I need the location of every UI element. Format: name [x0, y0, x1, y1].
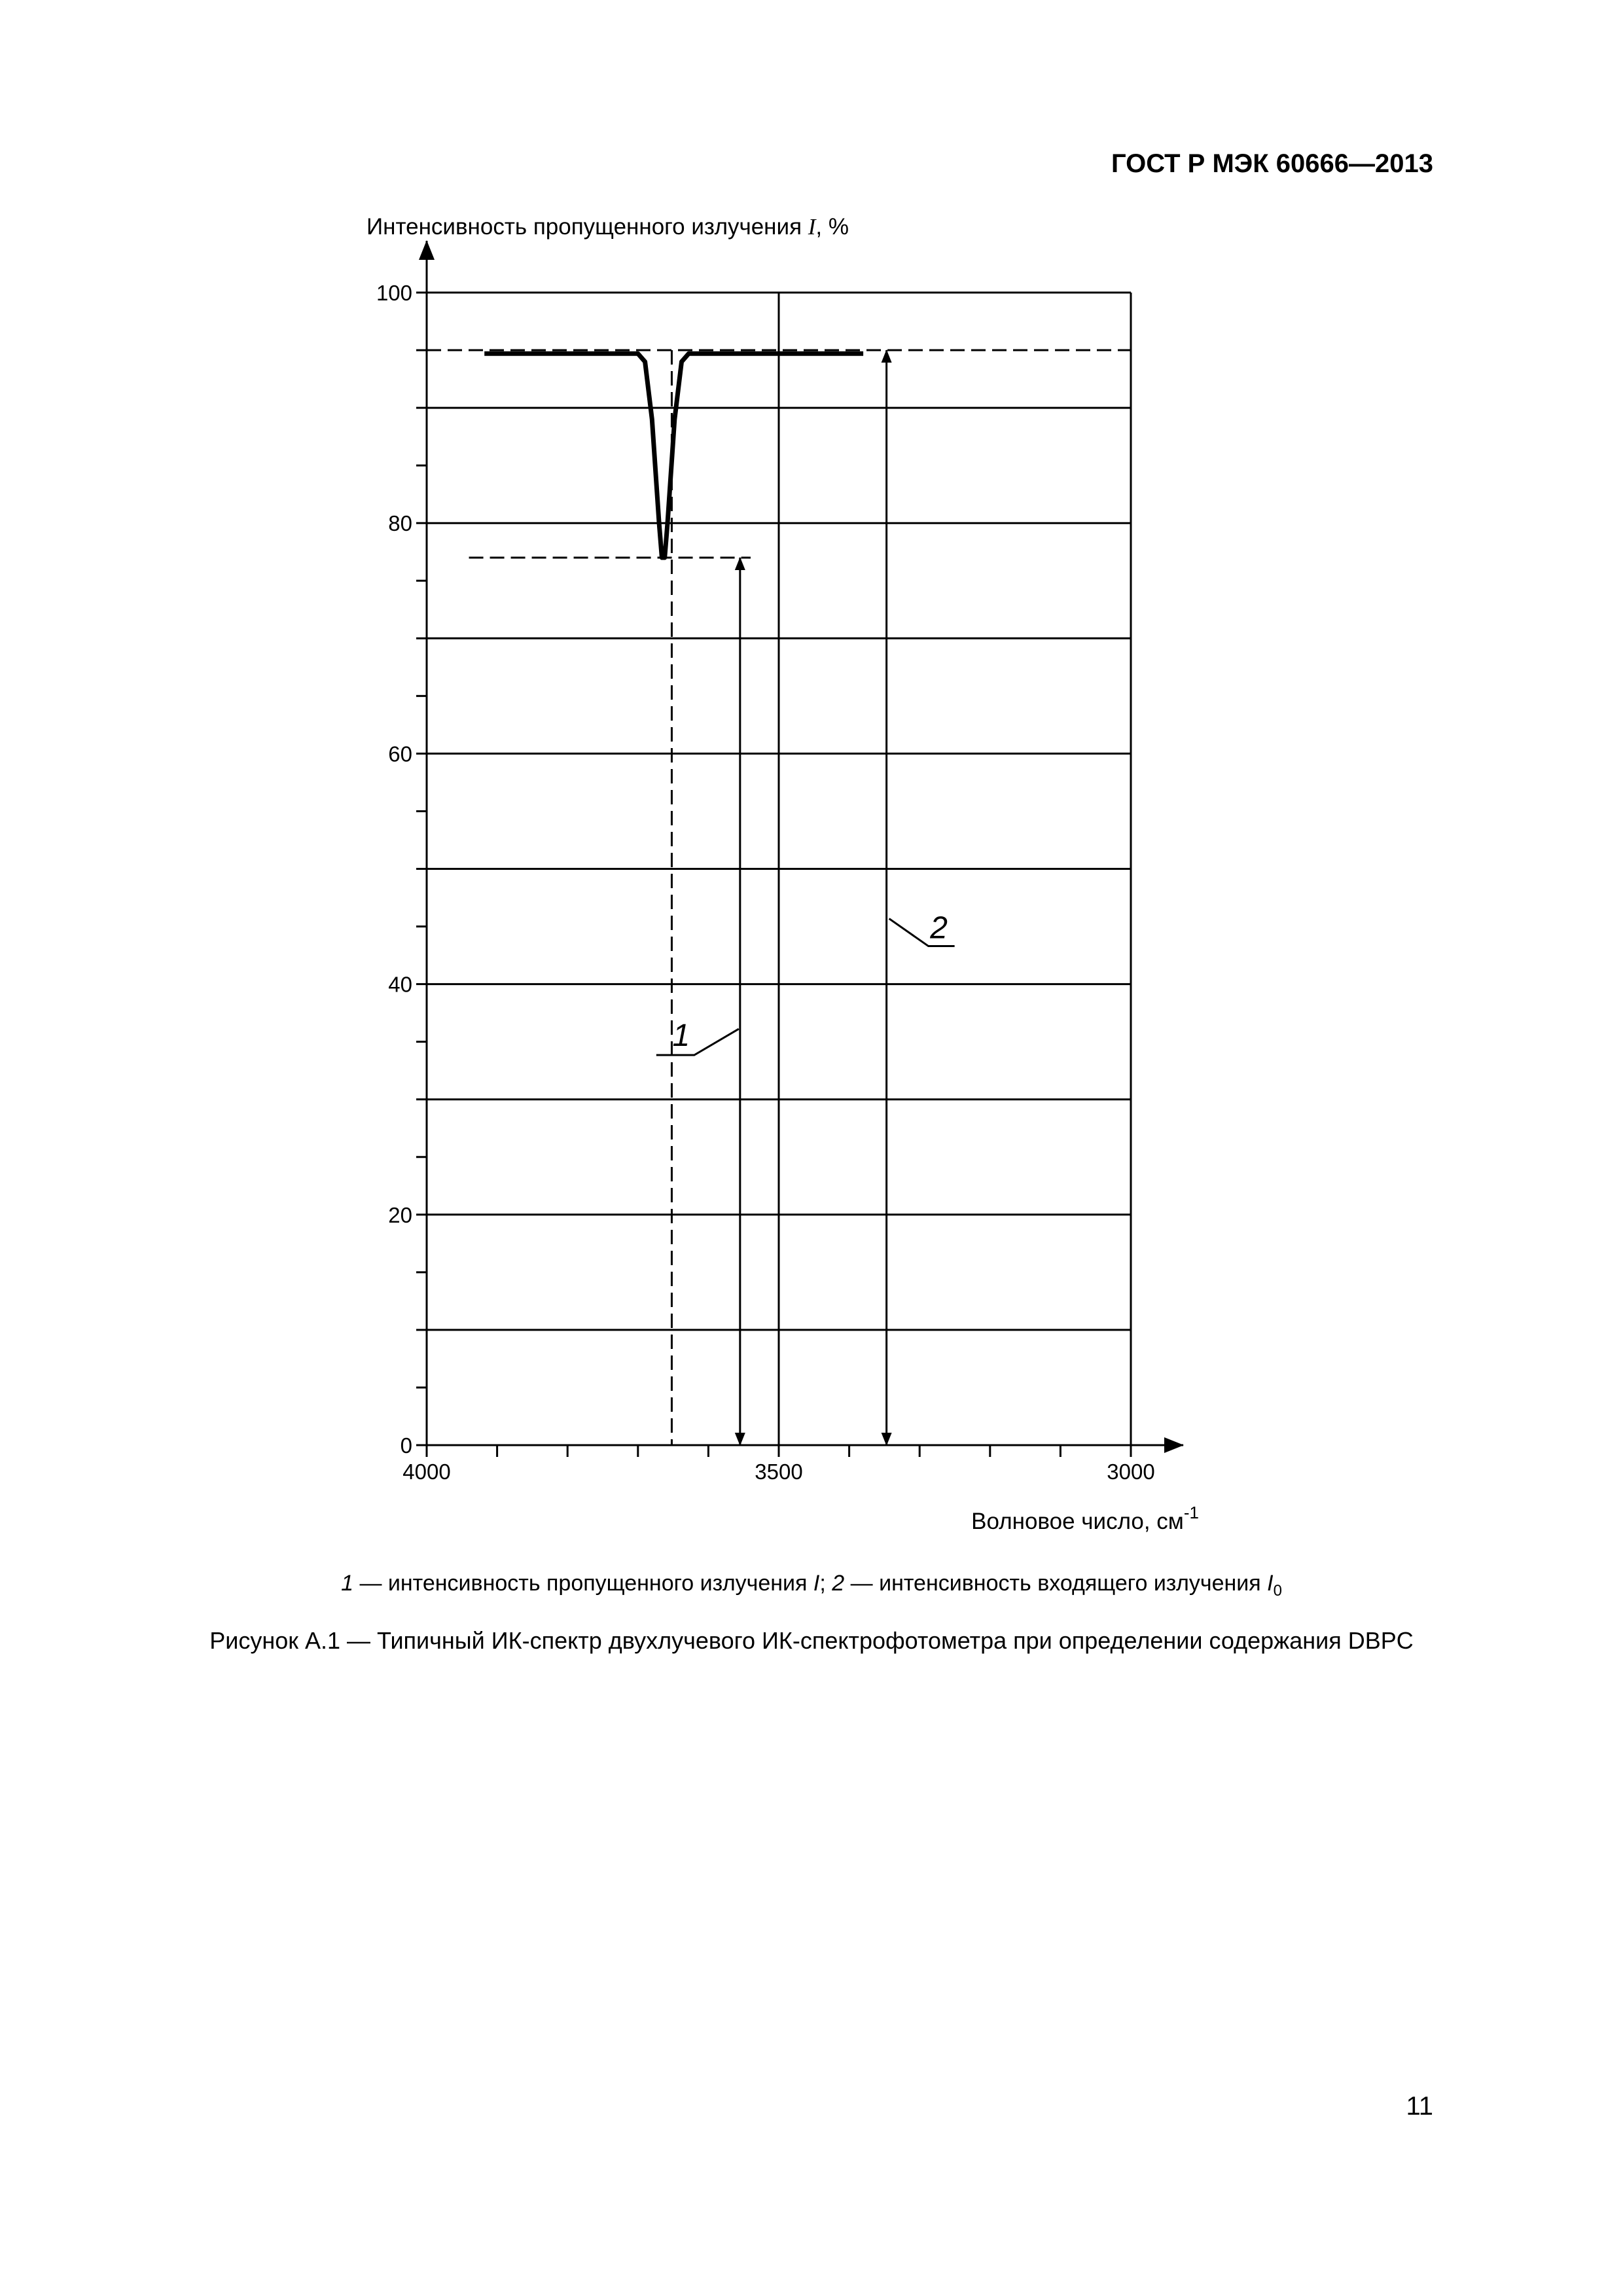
annotation-1-label: 1	[672, 1018, 690, 1054]
spectrum-line	[484, 353, 863, 558]
figure-legend	[0, 1571, 1623, 1600]
legend-2-symbol: I	[1267, 1571, 1274, 1596]
legend-2-number: 2	[832, 1571, 845, 1596]
page-number: 11	[1406, 2092, 1433, 2121]
annotations	[656, 350, 955, 1445]
legend-2-subscript: 0	[1273, 1581, 1282, 1600]
standard-designation: ГОСТ Р МЭК 60666—2013	[1111, 149, 1433, 178]
axes	[427, 241, 1183, 1445]
x-tick-label: 3500	[755, 1460, 803, 1484]
figure-caption: Рисунок А.1 — Типичный ИК-спектр двухлучевого ИК-спектрофотометра при определении содержания DBPC	[209, 1627, 1414, 1654]
annotation-1-leader	[656, 1029, 739, 1055]
y-tick-label: 40	[388, 972, 412, 997]
y-tick-label: 0	[400, 1433, 412, 1458]
y-tick-label: 100	[376, 281, 412, 305]
y-tick-label: 60	[388, 742, 412, 766]
x-tick-label: 3000	[1107, 1460, 1155, 1484]
axis-ticks	[376, 281, 1155, 1484]
y-axis-label: Интенсивность пропущенного излучения I, %	[366, 214, 849, 240]
legend-1-symbol: I	[813, 1571, 820, 1596]
x-axis-label: Волновое число, $см^{-1}$	[971, 1503, 1199, 1534]
x-tick-label: 4000	[402, 1460, 451, 1484]
legend-1-text: — интенсивность пропущенного излучения	[353, 1571, 813, 1596]
y-tick-label: 20	[388, 1202, 412, 1227]
legend-separator: ;	[819, 1571, 832, 1596]
legend-2-text: — интенсивность входящего излучения	[844, 1571, 1268, 1596]
annotation-2-label: 2	[930, 910, 948, 946]
legend-1-number: 1	[341, 1571, 353, 1596]
series	[484, 353, 863, 558]
y-tick-label: 80	[388, 511, 412, 536]
gridlines	[427, 293, 1131, 1445]
